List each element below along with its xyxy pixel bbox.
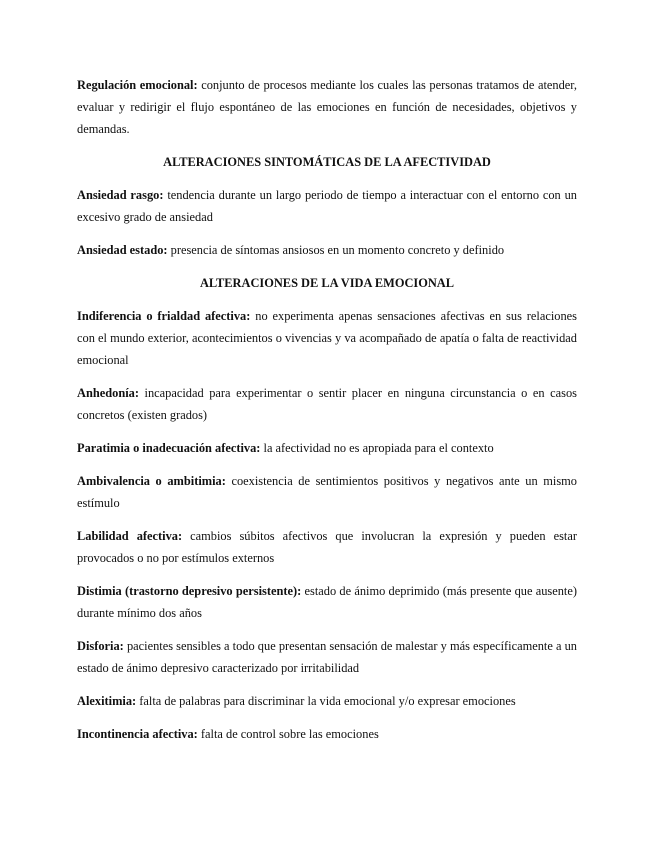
- definition: cambios súbitos afectivos que involucran la expresión y pueden estar provocados o no por estímulos externos: [77, 529, 577, 565]
- section-heading-vida-emocional: ALTERACIONES DE LA VIDA EMOCIONAL: [199, 276, 455, 290]
- term: Distimia (trastorno depresivo persistente):: [77, 584, 302, 598]
- definition: la afectividad no es apropiada para el contexto: [260, 441, 494, 455]
- term: Disforia:: [77, 639, 124, 653]
- term: Paratimia o inadecuación afectiva:: [77, 441, 261, 455]
- term: Regulación emocional:: [77, 78, 198, 92]
- entry-distimia: [77, 580, 577, 624]
- entry-paratimia: [77, 437, 577, 459]
- definition: conjunto de procesos mediante los cuales las personas tratamos de atender, evaluar y redirigir el flujo espontáneo de las emociones en función de necesidades, objetivos y demandas.: [77, 78, 578, 136]
- entry-indiferencia: [77, 305, 577, 371]
- entry-ambivalencia: [77, 470, 577, 514]
- entry-labilidad: [77, 525, 577, 569]
- term: Ansiedad rasgo:: [77, 188, 164, 202]
- term: Ansiedad estado:: [77, 243, 168, 257]
- document-page: [77, 74, 577, 756]
- definition: presencia de síntomas ansiosos en un momento concreto y definido: [167, 243, 505, 257]
- entry-ansiedad-estado: [77, 239, 577, 261]
- definition: falta de palabras para discriminar la vida emocional y/o expresar emociones: [136, 694, 516, 708]
- definition: no experimenta apenas sensaciones afectivas en sus relaciones con el mundo exterior, acontecimientos o vivencias y va acompañado de apatía o falta de reactividad emocional: [77, 309, 577, 367]
- entry-incontinencia: [77, 723, 577, 745]
- term: Incontinencia afectiva:: [77, 727, 198, 741]
- term: Ambivalencia o ambitimia:: [77, 474, 226, 488]
- term: Indiferencia o frialdad afectiva:: [77, 309, 251, 323]
- definition: incapacidad para experimentar o sentir placer en ninguna circunstancia o en casos concretos (existen grados): [77, 386, 577, 422]
- section-heading-sintomaticas: ALTERACIONES SINTOMÁTICAS DE LA AFECTIVIDAD: [163, 155, 491, 169]
- entry-alexitimia: [77, 690, 577, 712]
- definition: coexistencia de sentimientos positivos y negativos ante un mismo estímulo: [77, 474, 577, 510]
- definition: tendencia durante un largo periodo de tiempo a interactuar con el entorno con un excesivo grado de ansiedad: [77, 188, 577, 224]
- definition: falta de control sobre las emociones: [197, 727, 379, 741]
- definition: estado de ánimo deprimido (más presente que ausente) durante mínimo dos años: [77, 584, 577, 620]
- entry-anhedonia: [77, 382, 577, 426]
- term: Anhedonía:: [77, 386, 139, 400]
- entry-disforia: [77, 635, 577, 679]
- definition: pacientes sensibles a todo que presentan sensación de malestar y más específicamente a un estado de ánimo depresivo caracterizado por irritabilidad: [77, 639, 577, 675]
- term: Labilidad afectiva:: [77, 529, 183, 543]
- entry-regulacion-emocional: [77, 74, 577, 140]
- term: Alexitimia:: [77, 694, 137, 708]
- entry-ansiedad-rasgo: [77, 184, 577, 228]
